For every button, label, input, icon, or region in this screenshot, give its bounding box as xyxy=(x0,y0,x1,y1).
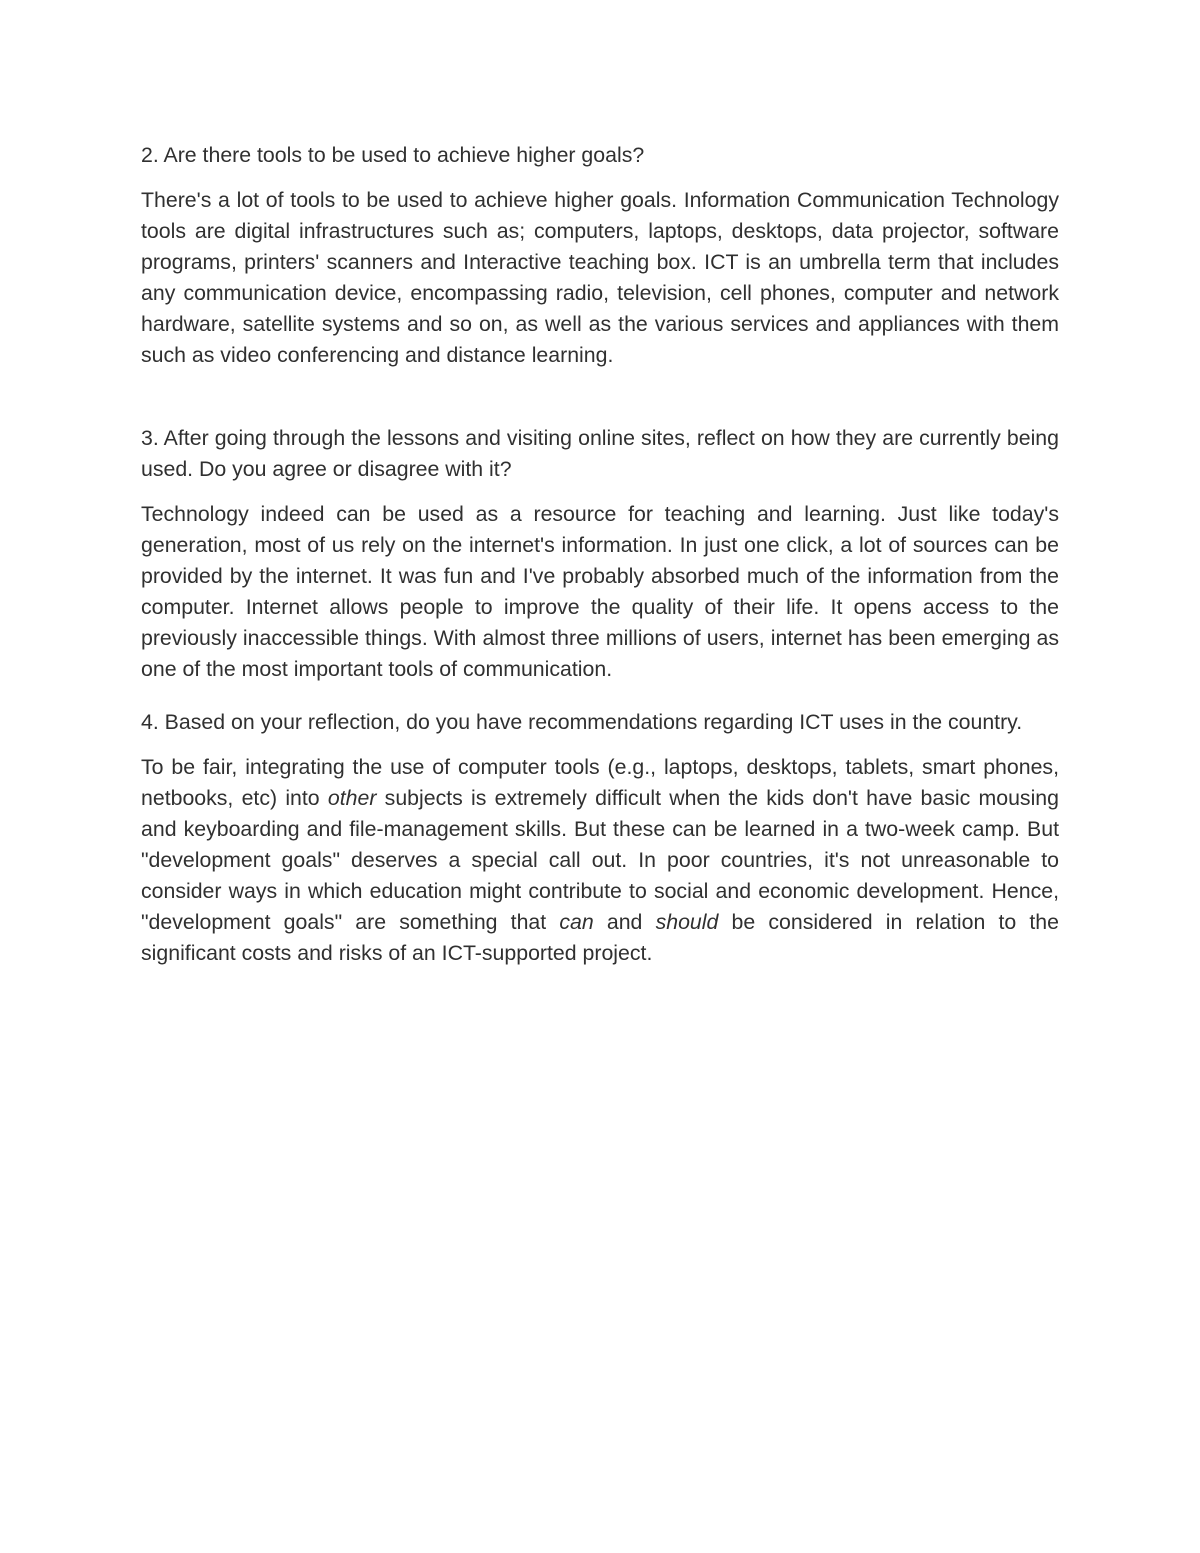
document-page xyxy=(141,140,1059,983)
answer-4-text-4: be considered in relation to the significant costs and risks of an ICT-supported project. xyxy=(141,910,1059,965)
answer-4-text-3: and xyxy=(593,910,656,934)
answer-4-emphasis-should: should xyxy=(655,910,719,934)
answer-3: Technology indeed can be used as a resource for teaching and learning. Just like today's generation, most of us rely on the internet's information. In just one click, a lot of sources can be provided by the internet. It was fun and I've probably absorbed much of the information from the computer. Internet allows people to improve the quality of their life. It opens access to the previously inaccessible things. With almost three millions of users, internet has been emerging as one of the most important tools of communication. xyxy=(141,502,1059,681)
answer-4 xyxy=(141,752,1059,969)
answer-4-emphasis-can: can xyxy=(559,910,594,934)
question-4: 4. Based on your reflection, do you have recommendations regarding ICT uses in the country. xyxy=(141,710,1023,734)
answer-4-text-1: To be fair, integrating the use of computer tools (e.g., laptops, desktops, tablets, smart phones, netbooks, etc) into xyxy=(141,755,1059,810)
answer-4-text-2: subjects is extremely difficult when the kids don't have basic mousing and keyboarding and file-management skills. But these can be learned in a two-week camp. But "development goals" deserves a special call out. In poor countries, it's not unreasonable to consider ways in which education might contribute to social and economic development. Hence, "development goals" are something that xyxy=(141,786,1059,934)
question-3: 3. After going through the lessons and visiting online sites, reflect on how they are currently being used. Do you agree or disagree with it? xyxy=(141,426,1059,481)
question-2: 2. Are there tools to be used to achieve higher goals? xyxy=(141,143,645,167)
answer-2: There's a lot of tools to be used to achieve higher goals. Information Communication Technology tools are digital infrastructures such as; computers, laptops, desktops, data projector, software programs, printers' scanners and Interactive teaching box. ICT is an umbrella term that includes any communication device, encompassing radio, television, cell phones, computer and network hardware, satellite systems and so on, as well as the various services and appliances with them such as video conferencing and distance learning. xyxy=(141,188,1059,367)
answer-4-emphasis-other: other xyxy=(327,786,377,810)
